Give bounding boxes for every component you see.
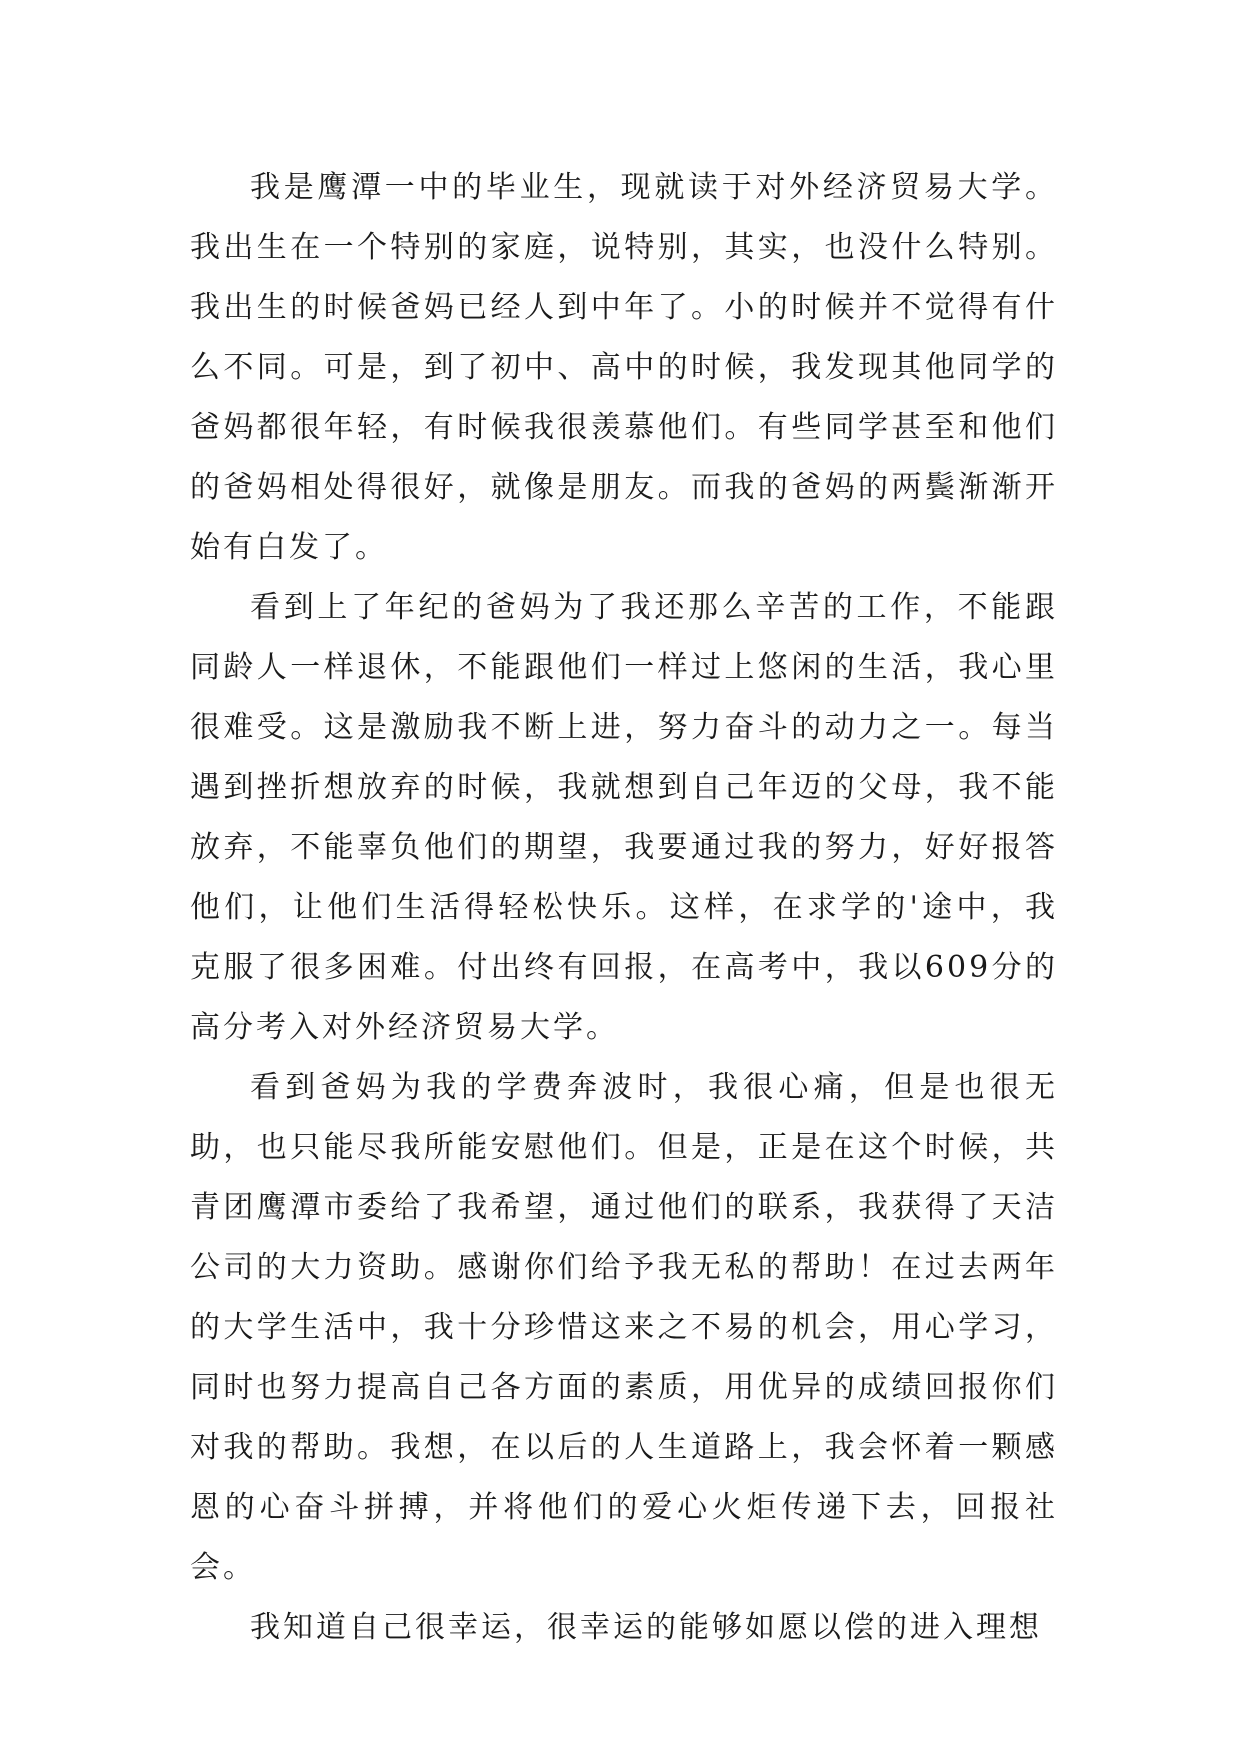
document-body <box>190 158 1058 1658</box>
paragraph-2: 看到上了年纪的爸妈为了我还那么辛苦的工作，不能跟同龄人一样退休，不能跟他们一样过上悠闲的生活，我心里很难受。这是激励我不断上进，努力奋斗的动力之一。每当遇到挫折想放弃的时候，我就想到自己年迈的父母，我不能放弃，不能辜负他们的期望，我要通过我的努力，好好报答他们，让他们生活得轻松快乐。这样，在求学的'途中，我克服了很多困难。付出终有回报，在高考中，我以609分的高分考入对外经济贸易大学。 <box>190 590 1058 1045</box>
paragraph-1: 我是鹰潭一中的毕业生，现就读于对外经济贸易大学。我出生在一个特别的家庭，说特别，其实，也没什么特别。我出生的时候爸妈已经人到中年了。小的时候并不觉得有什么不同。可是，到了初中、高中的时候，我发现其他同学的爸妈都很年轻，有时候我很羡慕他们。有些同学甚至和他们的爸妈相处得很好，就像是朋友。而我的爸妈的两鬓渐渐开始有白发了。 <box>190 170 1058 565</box>
paragraph-3: 看到爸妈为我的学费奔波时，我很心痛，但是也很无助，也只能尽我所能安慰他们。但是，正是在这个时候，共青团鹰潭市委给了我希望，通过他们的联系，我获得了天洁公司的大力资助。感谢你们给予我无私的帮助！在过去两年的大学生活中，我十分珍惜这来之不易的机会，用心学习，同时也努力提高自己各方面的素质，用优异的成绩回报你们对我的帮助。我想，在以后的人生道路上，我会怀着一颗感恩的心奋斗拼搏，并将他们的爱心火炬传递下去，回报社会。 <box>190 1070 1058 1585</box>
paragraph-4: 我知道自己很幸运，很幸运的能够如愿以偿的进入理想 <box>250 1610 1042 1645</box>
